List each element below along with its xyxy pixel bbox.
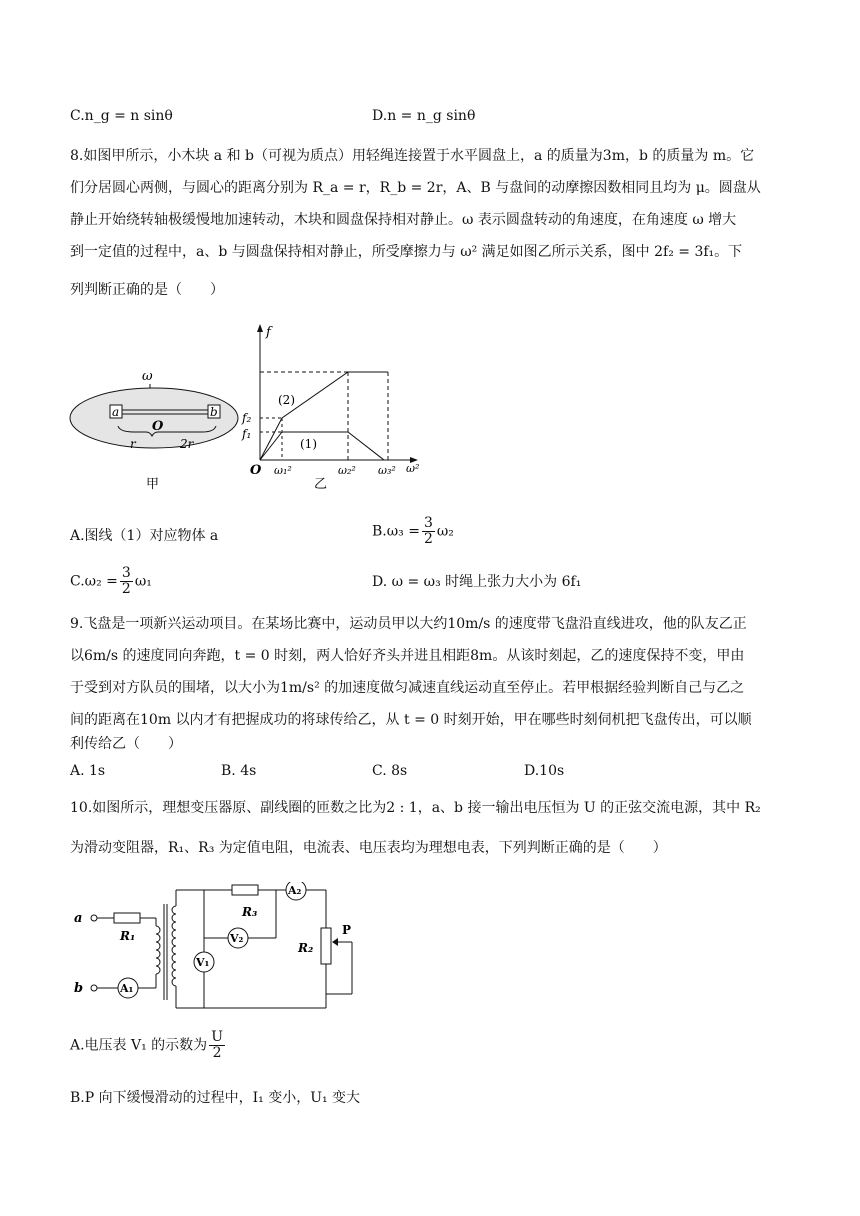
q8-option-d[interactable]: D. ω = ω₃ 时绳上张力大小为 6f₁ [372, 574, 582, 590]
q8-stem-line-2: 们分居圆心两侧，与圆心的距离分别为 R_a = r，R_b = 2r，A、B 与盘间的动摩擦因数相同且均为 μ。圆盘从 [70, 180, 761, 196]
block-a-label: a [112, 405, 120, 419]
v2-label: V₂ [230, 932, 244, 945]
q8-option-c-label: C. [70, 573, 85, 590]
graph-f1-label: f₁ [242, 427, 252, 441]
center-o-label: O [152, 419, 164, 434]
graph-w-axis-label: ω² [406, 462, 420, 475]
q8-option-c-rhs: ω₁ [134, 573, 152, 590]
q10-option-b[interactable]: B.P 向下缓慢滑动的过程中，I₁ 变小，U₁ 变大 [70, 1090, 361, 1106]
primary-coil [156, 926, 160, 974]
q8-option-b-fraction: $\frac{3}{2}$ [423, 515, 433, 547]
graph-f-label: f [266, 325, 271, 340]
q8-option-b[interactable] [372, 516, 454, 547]
q10-option-a-fraction: $\frac{U}{2}$ [211, 1029, 223, 1061]
q9-stem-line-1: 9.飞盘是一项新兴运动项目。在某场比赛中，运动员甲以大约10m/s 的速度带飞盘沿直线进攻，他的队友乙正 [70, 616, 747, 632]
q8-stem-line-1: 8.如图甲所示，小木块 a 和 b（可视为质点）用轻绳连接置于水平圆盘上，a 的质量为3m，b 的质量为 m。它 [70, 148, 755, 164]
a1-label: A₁ [120, 982, 134, 995]
fig-omega-label: ω [142, 369, 153, 384]
q8-option-b-lhs: ω₃ = [386, 523, 420, 540]
q9-stem-line-5: 利传给乙（ ） [70, 736, 182, 752]
q8-option-a[interactable]: A.图线（1）对应物体 a [70, 528, 219, 544]
dist-2r-label: 2r [180, 437, 194, 451]
q8-option-b-rhs: ω₂ [436, 523, 454, 540]
resistor-r3 [232, 885, 258, 895]
q8-figure-disc [64, 360, 244, 500]
q7-option-c-label: C. [70, 108, 85, 124]
q9-option-b[interactable]: B. 4s [221, 763, 257, 779]
r1-label: R₁ [120, 929, 136, 943]
q7-option-d[interactable] [372, 106, 475, 126]
a2-label: A₂ [288, 884, 302, 897]
v1-label: V₁ [196, 956, 210, 969]
q7-option-c[interactable] [70, 106, 173, 126]
curve-1-label: (1) [300, 437, 317, 451]
q8-option-c-lhs: ω₂ = [84, 573, 118, 590]
graph-origin-label: O [250, 463, 262, 478]
q7-option-c-expr: n_g = n sinθ [84, 108, 173, 124]
q7-option-d-expr: n = n_g sinθ [387, 108, 476, 124]
fig-jia-caption: 甲 [146, 477, 160, 492]
q8-stem-line-5: 列判断正确的是（ ） [70, 282, 224, 298]
q8-figure-graph [238, 322, 428, 494]
curve-2-label: (2) [278, 393, 295, 407]
q10-circuit-diagram [70, 882, 370, 1020]
q7-option-d-label: D. [372, 108, 388, 124]
q9-stem-line-2: 以6m/s 的速度同向奔跑，t = 0 时刻，两人恰好齐头并进且相距8m。从该时刻起，乙的速度保持不变，甲由 [70, 648, 745, 664]
slider-p-label: P [342, 923, 352, 937]
graph-w1-label: ω₁² [274, 464, 292, 477]
terminal-a-label: a [74, 911, 83, 926]
q9-option-a[interactable]: A. 1s [70, 763, 106, 779]
fig-yi-caption: 乙 [314, 477, 328, 492]
graph-w3-label: ω₃² [378, 464, 396, 477]
q10-stem-line-2: 为滑动变阻器，R₁、R₃ 为定值电阻，电流表、电压表均为理想电表，下列判断正确的是（ ） [70, 840, 667, 856]
curve-2 [260, 372, 388, 460]
curve-1 [260, 432, 384, 460]
q8-option-c-fraction: $\frac{3}{2}$ [121, 565, 131, 597]
dist-r-label: r [130, 437, 136, 451]
graph-f2-label: f₂ [242, 411, 252, 425]
q9-stem-line-3: 于受到对方队员的围堵，以大小为1m/s² 的加速度做匀减速直线运动直至停止。若甲根据经验判断自己与乙之 [70, 680, 745, 696]
q10-option-a[interactable] [70, 1030, 227, 1061]
rheostat-r2 [321, 928, 331, 964]
q9-option-d[interactable]: D.10s [524, 763, 565, 779]
terminal-b-label: b [74, 981, 84, 996]
r2-label: R₂ [298, 941, 314, 955]
q8-option-c[interactable] [70, 566, 152, 597]
graph-w2-label: ω₂² [338, 464, 356, 477]
q10-option-a-text: A.电压表 V₁ 的示数为 [70, 1037, 208, 1054]
secondary-coil [172, 906, 176, 986]
q9-option-c[interactable]: C. 8s [372, 763, 408, 779]
q8-stem-line-3: 静止开始绕转轴极缓慢地加速转动，木块和圆盘保持相对静止。ω 表示圆盘转动的角速度，在角速度 ω 增大 [70, 212, 737, 228]
q8-stem-line-4: 到一定值的过程中，a、b 与圆盘保持相对静止，所受摩擦力与 ω² 满足如图乙所示关系，图中 2f₂ = 3f₁。下 [70, 244, 743, 260]
slider-p[interactable] [332, 938, 338, 946]
r3-label: R₃ [242, 905, 258, 919]
q10-stem-line-1: 10.如图所示，理想变压器原、副线圈的匝数之比为2 : 1，a、b 接一输出电压恒为 U 的正弦交流电源，其中 R₂ [70, 800, 761, 816]
q8-option-b-label: B. [372, 523, 387, 540]
resistor-r1 [114, 913, 140, 923]
q9-stem-line-4: 间的距离在10m 以内才有把握成功的将球传给乙，从 t = 0 时刻开始，甲在哪些时刻伺机把飞盘传出，可以顺 [70, 712, 752, 728]
block-b-label: b [210, 405, 218, 419]
